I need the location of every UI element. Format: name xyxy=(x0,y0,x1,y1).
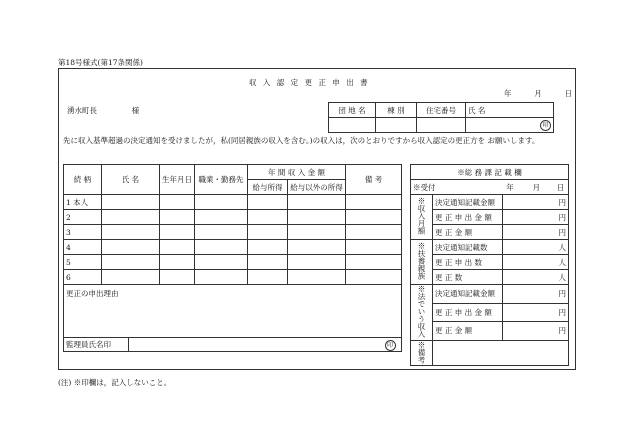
row-relation[interactable] xyxy=(64,255,102,270)
header-job: 職業・勤務先 xyxy=(195,165,248,195)
building-field[interactable] xyxy=(376,118,417,133)
unit-label: 円 xyxy=(558,212,566,222)
group-income-value[interactable] xyxy=(503,210,569,225)
office-table xyxy=(410,164,569,366)
row-salary[interactable] xyxy=(248,255,288,270)
group-legal-income-value[interactable] xyxy=(503,303,569,322)
row-salary[interactable] xyxy=(248,210,288,225)
footnote: (注) ※印欄は，記入しないこと。 xyxy=(58,378,172,387)
unit-field[interactable] xyxy=(417,118,466,133)
group-income-value[interactable] xyxy=(503,195,569,210)
applicant-header-building: 棟 別 xyxy=(376,103,417,118)
row-name[interactable] xyxy=(102,210,160,225)
addressee-honorific: 様 xyxy=(131,106,140,115)
group-dependents-label xyxy=(411,240,433,285)
table-row xyxy=(64,270,402,285)
date-year-label: 年 xyxy=(504,89,512,98)
unit-label: 円 xyxy=(558,227,566,237)
header-relation: 続 柄 xyxy=(64,165,102,195)
row-other[interactable] xyxy=(288,195,346,210)
row-job[interactable] xyxy=(195,225,248,240)
unit-label: 円 xyxy=(558,307,566,317)
group-dependents-value[interactable] xyxy=(503,270,569,285)
unit-label: 円 xyxy=(558,289,566,299)
table-row xyxy=(64,255,402,270)
header-name: 氏 名 xyxy=(102,165,160,195)
row-name[interactable] xyxy=(102,255,160,270)
group-dependents-row-label: 更 正 数 xyxy=(433,270,503,285)
group-legal-income-text: ※法でいう収入 xyxy=(417,285,426,338)
row-salary[interactable] xyxy=(248,270,288,285)
received-field[interactable] xyxy=(411,180,569,195)
row-salary[interactable] xyxy=(248,195,288,210)
row-birth[interactable] xyxy=(160,270,195,285)
row-remarks[interactable] xyxy=(346,255,402,270)
group-legal-income-row-label: 更 正 金 額 xyxy=(433,322,503,341)
reason-label: 更正の申出理由 xyxy=(66,289,119,298)
row-job[interactable] xyxy=(195,270,248,285)
row-relation[interactable] xyxy=(64,225,102,240)
office-remarks-label xyxy=(411,340,433,366)
unit-label: 人 xyxy=(558,272,566,282)
table-row xyxy=(64,210,402,225)
received-day-label: 日 xyxy=(556,182,565,192)
row-remarks[interactable] xyxy=(346,195,402,210)
office-remarks-text: ※備考 xyxy=(417,340,426,363)
office-header: ※総 務 課 記 載 欄 xyxy=(411,165,569,180)
row-salary[interactable] xyxy=(248,225,288,240)
row-other[interactable] xyxy=(288,240,346,255)
row-remarks[interactable] xyxy=(346,225,402,240)
row-relation[interactable] xyxy=(64,195,102,210)
main-table xyxy=(63,164,402,352)
row-name[interactable] xyxy=(102,225,160,240)
header-birth: 生年月日 xyxy=(160,165,195,195)
row-birth[interactable] xyxy=(160,225,195,240)
row-relation[interactable] xyxy=(64,240,102,255)
row-number: 3 xyxy=(66,227,71,237)
row-number: 5 xyxy=(66,257,71,267)
supervisor-row xyxy=(64,338,402,352)
row-job[interactable] xyxy=(195,255,248,270)
received-month-label: 月 xyxy=(532,182,541,192)
group-income-value[interactable] xyxy=(503,225,569,240)
row-remarks[interactable] xyxy=(346,240,402,255)
estate-field[interactable] xyxy=(329,118,376,133)
group-dependents-row-label: 更 正 申 出 数 xyxy=(433,255,503,270)
office-remarks-field[interactable] xyxy=(433,340,569,366)
table-row xyxy=(64,225,402,240)
group-income-row-label: 決定通知記載金額 xyxy=(433,195,503,210)
group-dependents-value[interactable] xyxy=(503,255,569,270)
row-birth[interactable] xyxy=(160,240,195,255)
row-job[interactable] xyxy=(195,195,248,210)
row-number: 4 xyxy=(66,242,71,252)
row-job[interactable] xyxy=(195,240,248,255)
group-income-label xyxy=(411,195,433,240)
addressee-name: 湧水町長 xyxy=(67,106,97,115)
group-dependents-text: ※扶養親族 xyxy=(417,242,426,280)
supervisor-field[interactable] xyxy=(64,338,402,352)
intro-text: 先に収入基準超過の決定通知を受けましたが，私(同居親族の収入を含む。)の収入は，次のとおりですから収入認定の更正方を お願いします。 xyxy=(63,136,540,145)
group-legal-income-value[interactable] xyxy=(503,322,569,341)
row-relation[interactable] xyxy=(64,210,102,225)
group-income-row-label: 更 正 申 出 金 額 xyxy=(433,210,503,225)
group-income-row-label: 更 正 金 額 xyxy=(433,225,503,240)
row-remarks[interactable] xyxy=(346,210,402,225)
row-relation-label: 本人 xyxy=(73,197,89,207)
applicant-header-estate: 団 地 名 xyxy=(329,103,376,118)
applicant-name-field[interactable] xyxy=(466,118,554,133)
date-month-label: 月 xyxy=(534,89,542,98)
seal-icon: 印 xyxy=(385,340,396,351)
received-year-label: 年 xyxy=(506,182,514,192)
applicant-input-row xyxy=(329,118,554,133)
form-title: 収 入 認 定 更 正 申 出 書 xyxy=(249,78,370,87)
table-row xyxy=(64,195,402,210)
form-number: 第18号様式(第17条関係) xyxy=(58,58,143,67)
unit-label: 円 xyxy=(558,326,566,336)
row-job[interactable] xyxy=(195,210,248,225)
supervisor-label: 監理員氏名印 xyxy=(64,338,129,351)
row-other[interactable] xyxy=(288,255,346,270)
reason-field[interactable] xyxy=(64,285,402,338)
applicant-header-name: 氏 名 xyxy=(466,103,554,118)
date-line xyxy=(504,88,572,99)
table-row xyxy=(64,240,402,255)
row-birth[interactable] xyxy=(160,255,195,270)
row-name[interactable] xyxy=(102,270,160,285)
group-legal-income-row-label: 決定通知記載金額 xyxy=(433,285,503,304)
row-other[interactable] xyxy=(288,270,346,285)
unit-label: 円 xyxy=(558,197,566,207)
group-income-text: ※収入月額 xyxy=(417,197,426,235)
row-number: 2 xyxy=(66,212,71,222)
header-remarks: 備 考 xyxy=(346,165,402,195)
seal-icon: 印 xyxy=(540,120,551,131)
applicant-table xyxy=(328,102,554,133)
row-name[interactable] xyxy=(102,195,160,210)
header-income: 年 間 収 入 金 額 xyxy=(248,165,346,180)
applicant-header-row xyxy=(329,103,554,118)
group-legal-income-value[interactable] xyxy=(503,285,569,304)
header-salary: 給与所得 xyxy=(248,180,288,195)
unit-label: 人 xyxy=(558,242,566,252)
addressee xyxy=(67,105,139,116)
unit-label: 人 xyxy=(558,257,566,267)
row-salary[interactable] xyxy=(248,240,288,255)
applicant-header-unit: 住宅番号 xyxy=(417,103,466,118)
date-day-label: 日 xyxy=(564,89,573,98)
row-other[interactable] xyxy=(288,210,346,225)
group-dependents-row-label: 決定通知記載数 xyxy=(433,240,503,255)
row-birth[interactable] xyxy=(160,210,195,225)
row-number: 6 xyxy=(66,272,71,282)
row-number: 1 xyxy=(66,197,71,207)
row-birth[interactable] xyxy=(160,195,195,210)
row-relation[interactable] xyxy=(64,270,102,285)
form-frame xyxy=(58,68,576,370)
row-remarks[interactable] xyxy=(346,270,402,285)
received-label: ※受付 xyxy=(413,182,436,192)
row-other[interactable] xyxy=(288,225,346,240)
group-legal-income-label xyxy=(411,285,433,341)
reason-row xyxy=(64,285,402,338)
header-other-income: 給与以外の所得 xyxy=(288,180,346,195)
group-dependents-value[interactable] xyxy=(503,240,569,255)
row-name[interactable] xyxy=(102,240,160,255)
group-legal-income-row-label: 更 正 申 出 金 額 xyxy=(433,303,503,322)
